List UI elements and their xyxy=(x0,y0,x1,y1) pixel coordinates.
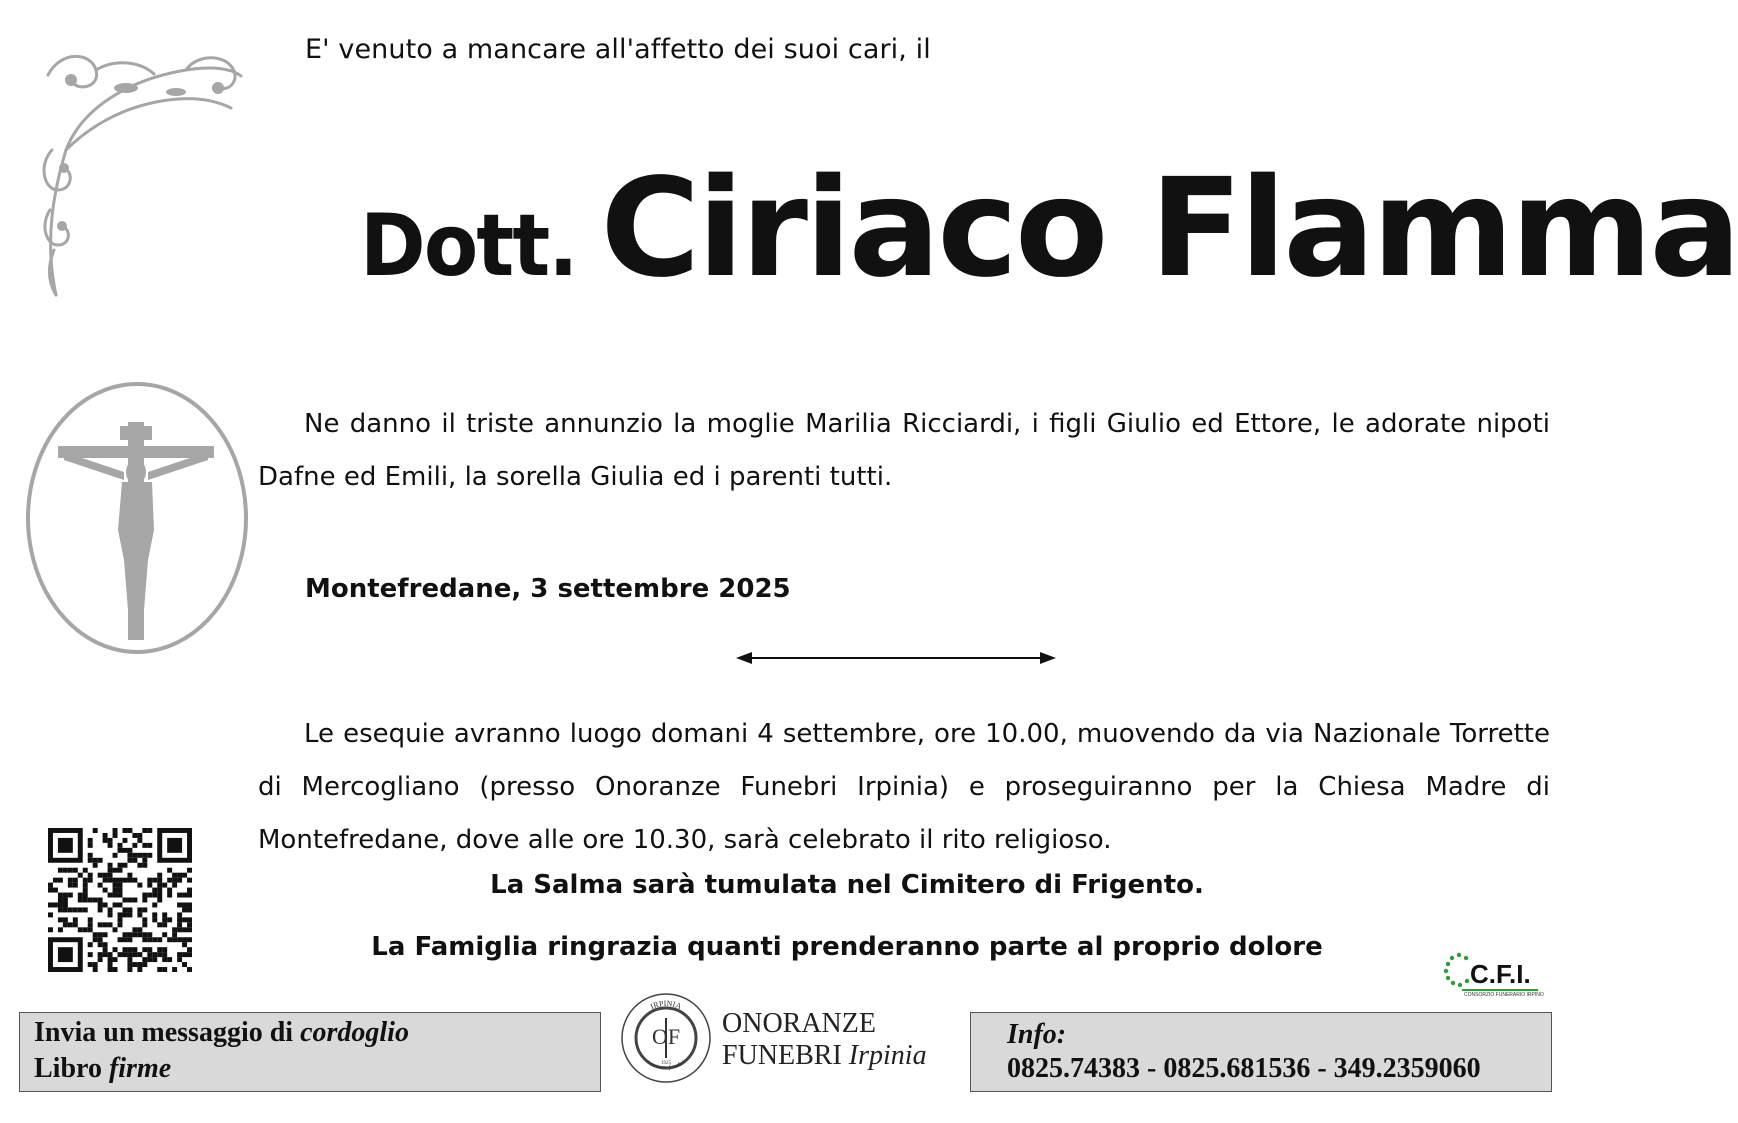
seal-year: 1925 xyxy=(661,1061,671,1066)
phone-numbers[interactable]: 0825.74383 - 0825.681536 - 349.2359060 xyxy=(1007,1053,1481,1084)
crucifix-icon xyxy=(24,380,250,660)
thanks-notice: La Famiglia ringrazia quanti prenderanno parte al proprio dolore xyxy=(371,932,1323,962)
qr-code-icon[interactable] xyxy=(48,828,192,972)
condolence-prefix: Invia un messaggio di xyxy=(34,1017,301,1048)
cfi-mark: C.F.I. xyxy=(1470,959,1531,989)
intro-text: E' venuto a mancare all'affetto dei suoi cari, il xyxy=(305,34,931,65)
guestbook-link[interactable] xyxy=(34,1053,171,1085)
deceased-title: Dott. xyxy=(360,196,577,296)
info-label: Info: xyxy=(1007,1019,1067,1050)
condolence-link[interactable] xyxy=(34,1017,409,1049)
funeral-paragraph: Le esequie avranno luogo domani 4 settembre, ore 10.00, muovendo da via Nazionale Torrette di Mercogliano (presso Onoranze Funebri Irpinia) e proseguiranno per la Chiesa Madre di Montefredane, dove alle ore 10.30, sarà celebrato il rito religioso. xyxy=(258,719,1550,855)
double-arrow-icon xyxy=(736,648,1056,668)
funeral-home-seal-icon xyxy=(618,990,714,1086)
floral-corner-icon xyxy=(36,40,246,302)
place-date: Montefredane, 3 settembre 2025 xyxy=(305,574,791,604)
deceased-fullname: Ciriaco Flamma xyxy=(600,150,1738,308)
svg-text:OF: OF xyxy=(651,1024,681,1049)
condolence-em: cordoglio xyxy=(300,1017,409,1048)
burial-notice: La Salma sarà tumulata nel Cimitero di Frigento. xyxy=(490,870,1204,900)
condolence-box[interactable] xyxy=(19,1012,601,1092)
cfi-caption: CONSORZIO FUNERARIO IRPINO xyxy=(1464,992,1544,998)
guestbook-em: firme xyxy=(108,1053,172,1084)
brand-line2-b: Irpinia xyxy=(848,1040,927,1071)
seal-bottom-text: onoranze funebri xyxy=(645,1059,687,1072)
brand-line1: ONORANZE xyxy=(722,1008,876,1039)
cfi-logo xyxy=(1442,950,1542,998)
info-box xyxy=(970,1012,1552,1092)
announcement-paragraph: Ne danno il triste annunzio la moglie Marilia Ricciardi, i figli Giulio ed Ettore, le adorate nipoti Dafne ed Emili, la sorella Giulia ed i parenti tutti. xyxy=(258,409,1550,492)
guestbook-prefix: Libro xyxy=(34,1053,109,1084)
brand-line2 xyxy=(722,1040,927,1072)
brand-line2-a: FUNEBRI xyxy=(722,1040,849,1071)
deceased-name xyxy=(360,150,1738,308)
funeral-home-brand xyxy=(722,1008,927,1072)
seal-top-text: IRPINIA xyxy=(648,998,683,1012)
cfi-dots-icon xyxy=(1442,950,1542,998)
